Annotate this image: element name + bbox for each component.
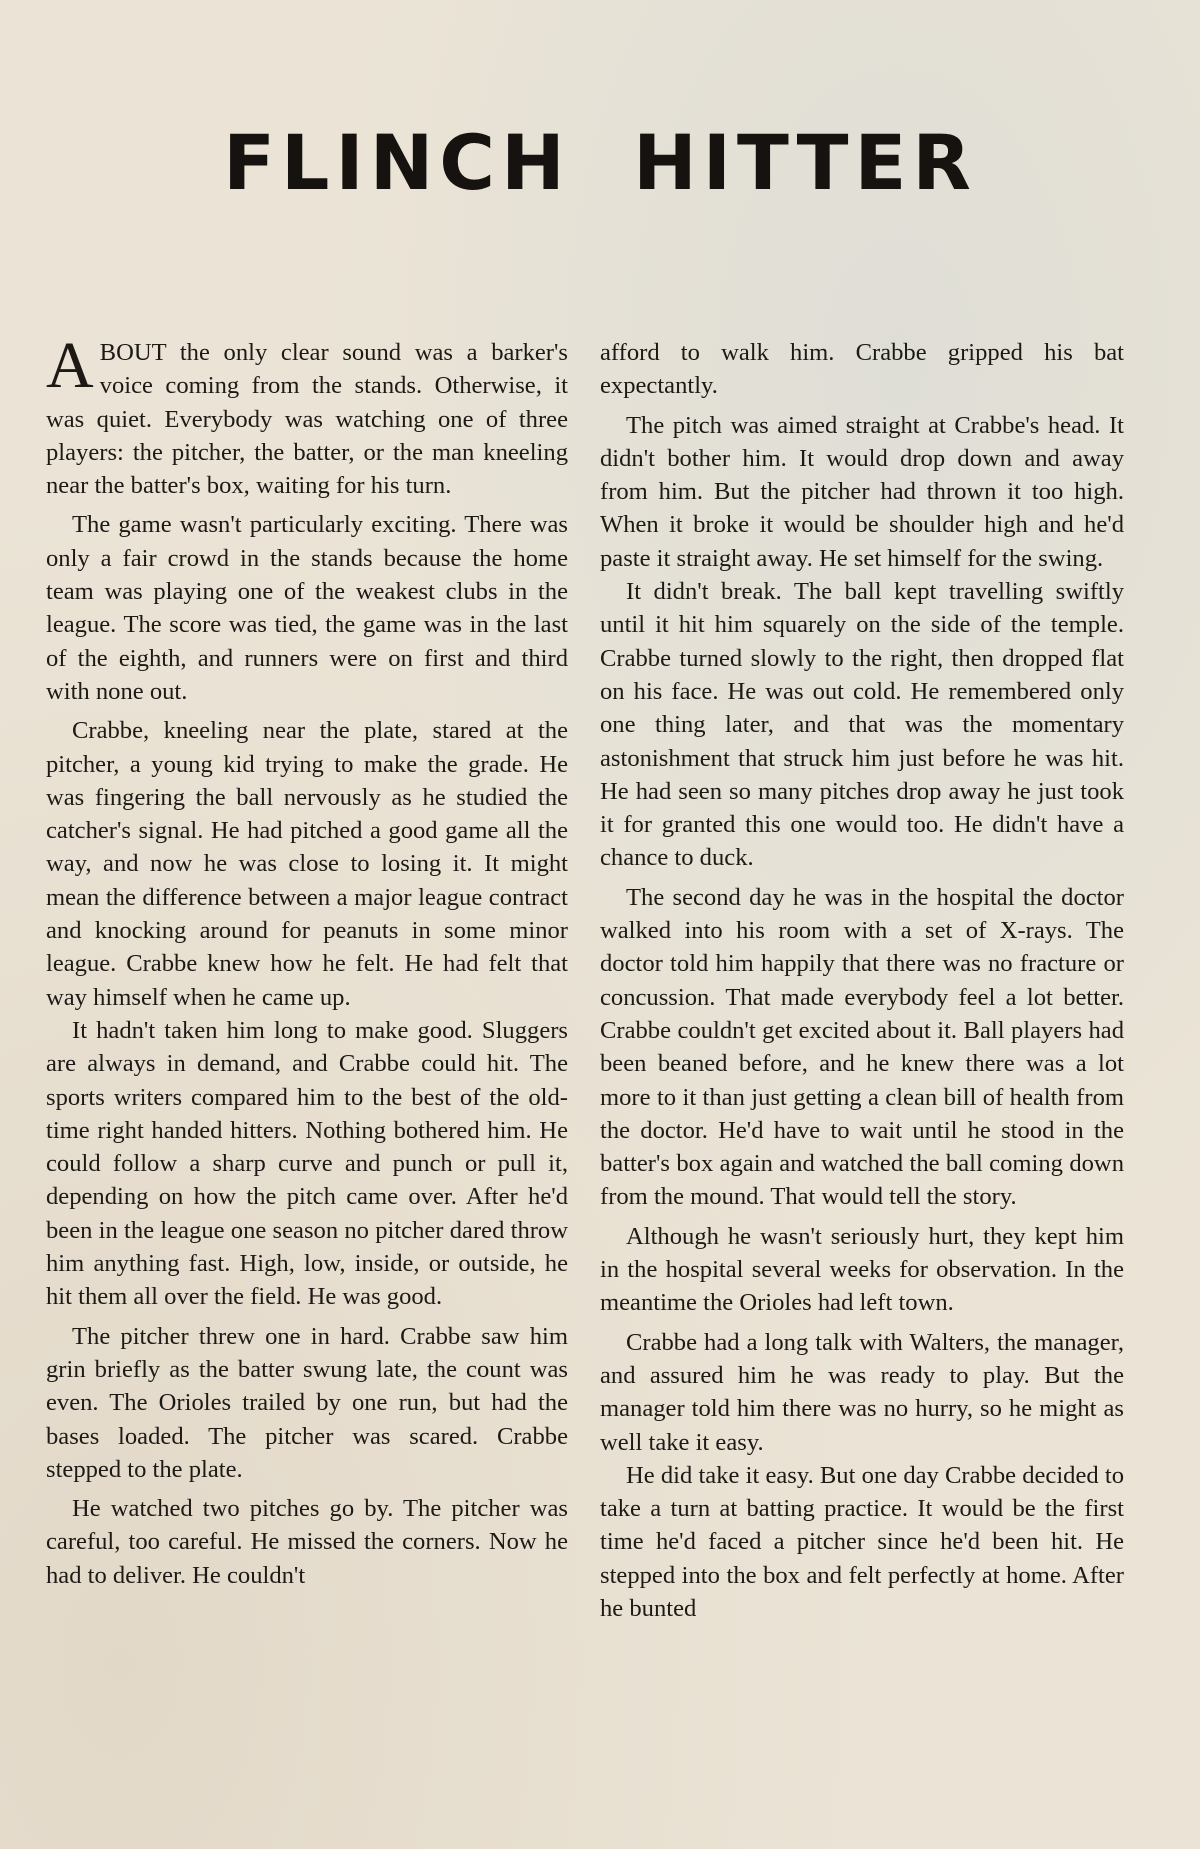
- paragraph: afford to walk him. Crabbe gripped his bat expectantly.: [600, 339, 1124, 400]
- paragraph: The second day he was in the hospital the doctor walked into his room with a set of X-rays. The doctor told him happily that there was no fracture or concussion. That made everybody feel a lot better. Crabbe couldn't get excited about it. Ball players had been beaned before, and he knew there was a lot more to it than just getting a clean bill of health from the doctor. He'd have to wait until he stood in the batter's box again and watched the ball coming down from the mound. That would tell the story.: [600, 883, 1124, 1211]
- paragraph: The game wasn't particularly exciting. There was only a fair crowd in the stands because the home team was playing one of the weakest clubs in the league. The score was tied, the game was in the last of the eighth, and runners were on first and third with none out.: [46, 511, 568, 705]
- drop-cap: A: [46, 329, 94, 402]
- paragraph: The pitch was aimed straight at Crabbe's head. It didn't bother him. It would drop down and away from him. But the pitcher had thrown it too high. When it broke it would be shoulder high and he'd paste it straight away. He set himself for the swing.: [600, 411, 1124, 572]
- paragraph: Although he wasn't seriously hurt, they kept him in the hospital several weeks for observation. In the meantime the Orioles had left town.: [600, 1222, 1124, 1317]
- paragraph: Crabbe had a long talk with Walters, the manager, and assured him he was ready to play. But the manager told him there was no hurry, so he might as well take it easy.: [600, 1328, 1124, 1456]
- paragraph: [46, 329, 568, 502]
- left-column: [46, 329, 568, 1592]
- paragraph: He did take it easy. But one day Crabbe decided to take a turn at batting practice. It would be the first time he'd faced a pitcher since he'd been hit. He stepped into the box and felt perfectly at home. After he bunted: [600, 1461, 1124, 1622]
- paragraph: It hadn't taken him long to make good. Sluggers are always in demand, and Crabbe could hit. The sports writers compared him to the best of the old-time right handed hitters. Nothing bothered him. He could follow a sharp curve and punch or pull it, depending on how the pitch came over. After he'd been in the league one season no pitcher dared throw him anything fast. High, low, inside, or outside, he hit them all over the field. He was good.: [46, 1016, 568, 1311]
- story-title: FLINCH HITTER: [223, 118, 977, 207]
- right-column: [600, 336, 1124, 1625]
- paragraph: It didn't break. The ball kept travelling swiftly until it hit him squarely on the side of the temple. Crabbe turned slowly to the right, then dropped flat on his face. He was out cold. He remembered only one thing later, and that was the momentary astonishment that struck him just before he was hit. He had seen so many pitches drop away he just took it for granted this one would too. He didn't have a chance to duck.: [600, 578, 1124, 872]
- paragraph-text: BOUT the only clear sound was a barker's voice coming from the stands. Otherwise, it was quiet. Everybody was watching one of three players: the pitcher, the batter, or the man kneeling near the batter's box, waiting for his turn.: [46, 339, 568, 500]
- paragraph: The pitcher threw one in hard. Crabbe saw him grin briefly as the batter swung late, the count was even. The Orioles trailed by one run, but had the bases loaded. The pitcher was scared. Crabbe stepped to the plate.: [46, 1322, 568, 1483]
- paragraph: Crabbe, kneeling near the plate, stared at the pitcher, a young kid trying to make the grade. He was fingering the ball nervously as he studied the catcher's signal. He had pitched a good game all the way, and now he was close to losing it. It might mean the difference between a major league contract and knocking around for peanuts in some minor league. Crabbe knew how he felt. He had felt that way himself when he came up.: [46, 717, 568, 1011]
- paragraph: He watched two pitches go by. The pitcher was careful, too careful. He missed the corners. Now he had to deliver. He couldn't: [46, 1495, 568, 1589]
